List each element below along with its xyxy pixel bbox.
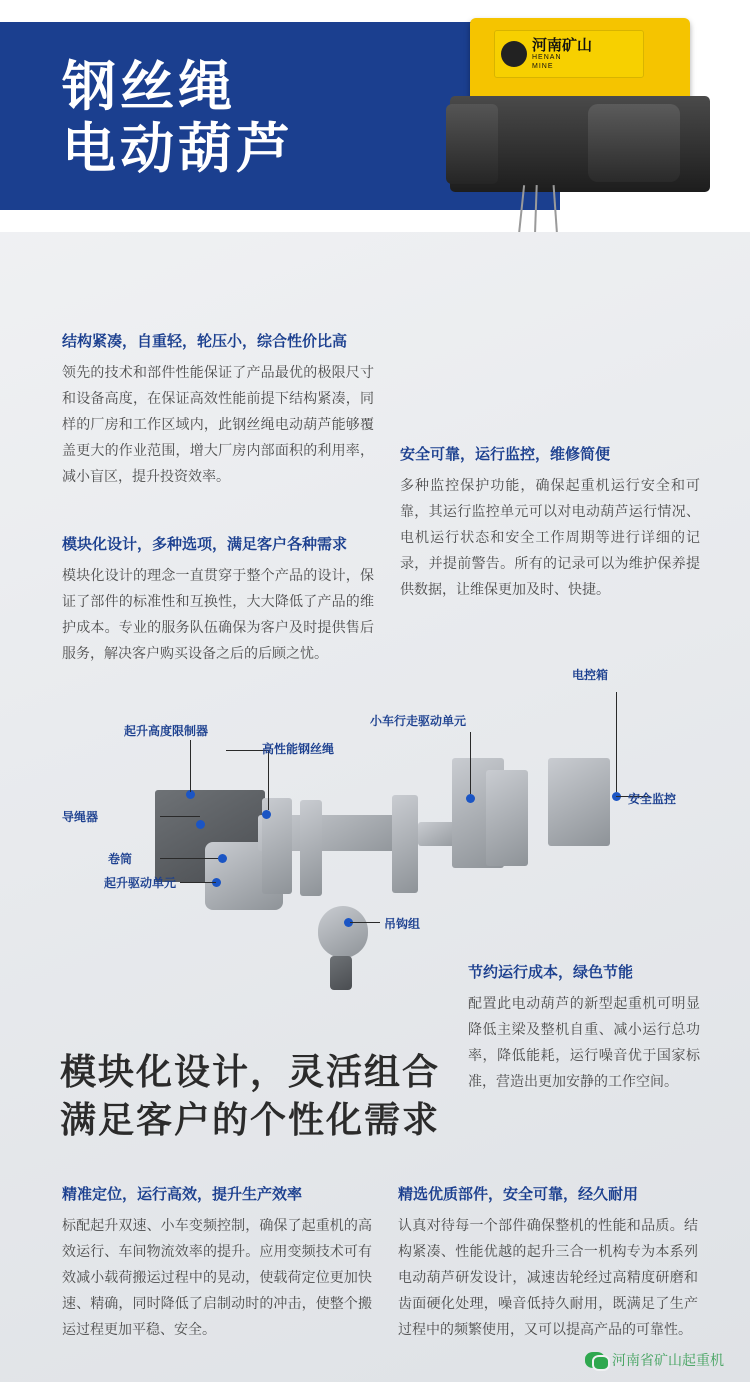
feature-block-1 [62,332,374,489]
feature-block-2 [62,535,374,666]
part-frame-plate [392,795,418,893]
diagram-label-electric-control-box: 电控箱 [572,668,609,682]
wechat-icon [585,1352,605,1368]
part-frame-plate [300,800,322,896]
leader-dot [262,810,271,819]
feature-heading: 节约运行成本，绿色节能 [468,964,634,981]
part-hook [330,956,352,990]
brand-name-en-2: MINE [532,62,554,70]
leader-line [350,922,380,923]
page-header [0,0,750,232]
leader-line [268,750,269,810]
part-hook-block [318,906,368,958]
feature-body: 多种监控保护功能，确保起重机运行安全和可靠，其运行监控单元可以对电动葫芦运行情况、电机运行状态和安全工作周期等进行详细的记录，并提前警告。所有的记录可以为维护保养提供数据，让维保更加及时、快捷。 [400,477,700,597]
headline-line1: 模块化设计，灵活组合 [60,1051,441,1092]
feature-heading: 安全可靠，运行监控，维修简便 [400,446,611,463]
feature-heading: 精选优质部件，安全可靠，经久耐用 [398,1186,639,1203]
page-title-line1: 钢丝绳 [62,57,236,117]
page-title-line2: 电动葫芦 [62,119,294,179]
brand-plate [494,30,644,78]
diagram-label-hoist-drive-unit: 起升驱动单元 [104,876,177,890]
footer [0,1338,750,1382]
diagram-label-high-performance-wire-rope: 高性能钢丝绳 [262,742,335,756]
feature-block-5 [62,1185,372,1342]
leader-line [190,740,191,792]
wire-rope [553,185,562,232]
diagram-label-hook-block: 吊钩组 [384,917,421,931]
headline-line2: 满足客户的个性化需求 [60,1099,441,1140]
brand-logo-icon [501,41,527,67]
leader-dot [218,854,227,863]
feature-block-6 [398,1185,698,1342]
section-headline [60,1048,480,1144]
leader-dot [466,794,475,803]
feature-heading: 模块化设计，多种选项，满足客户各种需求 [62,536,348,553]
leader-dot [196,820,205,829]
feature-heading: 结构紧凑，自重轻，轮压小，综合性价比高 [62,333,348,350]
leader-line [180,882,216,883]
feature-body: 配置此电动葫芦的新型起重机可明显降低主梁及整机自重、减小运行总功率，降低能耗，运行噪音优于国家标准，营造出更加安静的工作空间。 [468,995,700,1089]
exploded-diagram [0,650,750,1050]
hoist-motor [446,104,498,184]
feature-body: 领先的技术和部件性能保证了产品最优的极限尺寸和设备高度，在保证高效性能前提下结构紧凑，同样的厂房和工作区域内，此钢丝绳电动葫芦能够覆盖更大的作业范围，增大厂房内部面积的利用率，减小盲区，提升投资效率。 [62,364,374,484]
part-trolley-drive-unit [486,770,528,866]
product-photo-hoist [410,0,750,232]
wire-rope [532,185,537,232]
brand-name-en-1: HENAN [532,53,562,61]
diagram-label-rope-guide: 导绳器 [62,810,99,824]
part-electric-control-box [548,758,610,846]
footer-account-name: 河南省矿山起重机 [612,1352,724,1368]
feature-body: 模块化设计的理念一直贯穿于整个产品的设计，保证了部件的标准性和互换性，大大降低了产品的维护成本。专业的服务队伍确保为客户及时提供售后服务，解决客户购买设备之后的后顾之忧。 [62,567,374,661]
hoist-drum [588,104,680,182]
feature-heading: 精准定位，运行高效，提升生产效率 [62,1186,303,1203]
diagram-label-hoist-height-limiter: 起升高度限制器 [124,724,209,738]
feature-body: 认真对待每一个部件确保整机的性能和品质。结构紧凑、性能优越的起升三合一机构专为本系列电动葫芦研发设计，减速齿轮经过高精度研磨和齿面硬化处理，噪音低持久耐用，既满足了生产过程中的频繁使用，又可以提高产品的可靠性。 [398,1217,698,1337]
leader-line [160,816,200,817]
diagram-label-safety-monitoring: 安全监控 [628,792,677,806]
leader-line [616,692,617,792]
feature-body: 标配起升双速、小车变频控制，确保了起重机的高效运行、车间物流效率的提升。应用变频技术可有效减小载荷搬运过程中的晃动，使载荷定位更加快速、精确，同时降低了启制动时的冲击，使整个搬运过程更加平稳、安全。 [62,1217,372,1337]
diagram-label-drum: 卷筒 [108,852,133,866]
wire-rope [513,185,525,232]
brand-name-cn: 河南矿山 [532,36,593,54]
diagram-label-trolley-drive-unit: 小车行走驱动单元 [370,714,467,728]
feature-block-3 [400,445,700,602]
leader-line [160,858,218,859]
leader-line [470,732,471,794]
